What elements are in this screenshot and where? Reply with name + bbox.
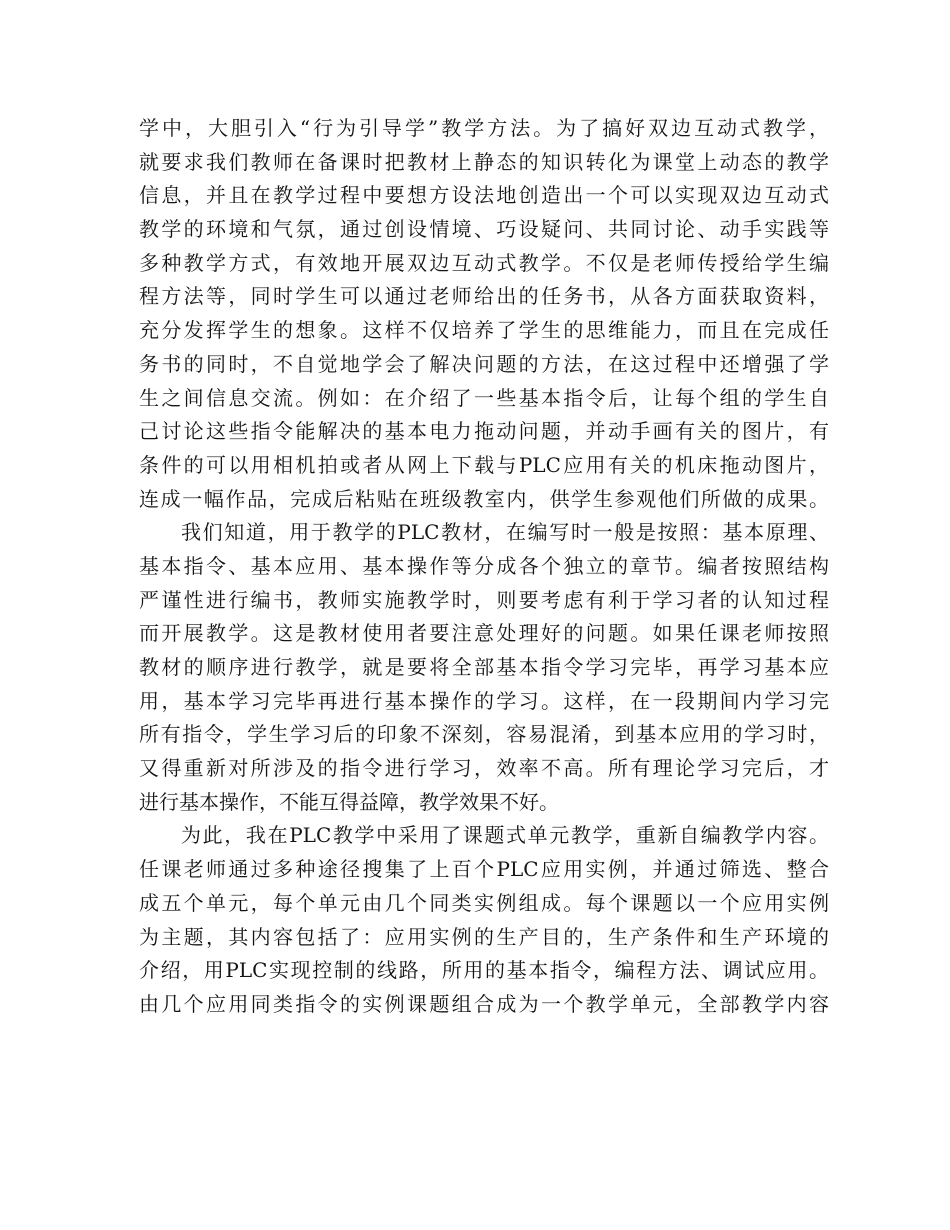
text-line: 条件的可以用相机拍或者从网上下载与PLC应用有关的机床拖动图片， (139, 452, 829, 477)
text-line: 程方法等，同时学生可以通过老师给出的任务书，从各方面获取资料， (139, 284, 829, 309)
text-line: 充分发挥学生的想象。这样不仅培养了学生的思维能力，而且在完成任 (139, 318, 829, 343)
text-line: 为主题，其内容包括了：应用实例的生产目的，生产条件和生产环境的 (139, 924, 829, 949)
paragraph (139, 819, 829, 1021)
text-line: 生之间信息交流。例如：在介绍了一些基本指令后，让每个组的学生自 (139, 385, 829, 410)
text-line: 己讨论这些指令能解决的基本电力拖动问题，并动手画有关的图片，有 (139, 419, 829, 444)
text-line: 为此，我在PLC教学中采用了课题式单元教学，重新自编教学内容。 (181, 823, 829, 848)
text-line: 成五个单元，每个单元由几个同类实例组成。每个课题以一个应用实例 (139, 890, 829, 915)
paragraph (139, 112, 829, 516)
text-line: 多种教学方式，有效地开展双边互动式教学。不仅是老师传授给学生编 (139, 250, 829, 275)
text-line: 学中，大胆引入“行为引导学”教学方法。为了搞好双边互动式教学， (139, 116, 829, 140)
text-line: 所有指令，学生学习后的印象不深刻，容易混淆，到基本应用的学习时， (139, 722, 829, 747)
text-line: 又得重新对所涉及的指令进行学习，效率不高。所有理论学习完后，才 (139, 756, 829, 781)
text-line: 进行基本操作，不能互得益障，教学效果不好。 (139, 789, 559, 814)
text-line: 用，基本学习完毕再进行基本操作的学习。这样，在一段期间内学习完 (139, 688, 829, 713)
text-line: 基本指令、基本应用、基本操作等分成各个独立的章节。编者按照结构 (139, 553, 829, 578)
document-body (139, 112, 829, 1022)
text-line: 务书的同时，不自觉地学会了解决问题的方法，在这过程中还增强了学 (139, 351, 829, 376)
text-line: 教学的环境和气氛，通过创设情境、巧设疑问、共同讨论、动手实践等 (139, 217, 829, 242)
text-line: 任课老师通过多种途径搜集了上百个PLC应用实例，并通过筛选、整合 (139, 857, 829, 882)
text-line: 就要求我们教师在备课时把教材上静态的知识转化为课堂上动态的教学 (139, 149, 829, 174)
text-line: 我们知道，用于教学的PLC教材，在编写时一般是按照：基本原理、 (181, 520, 829, 545)
text-line: 教材的顺序进行教学，就是要将全部基本指令学习完毕，再学习基本应 (139, 655, 829, 679)
text-line: 介绍，用PLC实现控制的线路，所用的基本指令，编程方法、调试应用。 (139, 958, 829, 983)
paragraph (139, 516, 829, 819)
text-line: 连成一幅作品，完成后粘贴在班级教室内，供学生参观他们所做的成果。 (139, 486, 829, 511)
text-line: 信息，并且在教学过程中要想方设法地创造出一个可以实现双边互动式 (139, 183, 829, 208)
text-line: 由几个应用同类指令的实例课题组合成为一个教学单元，全部教学内容 (139, 991, 829, 1016)
text-line: 而开展教学。这是教材使用者要注意处理好的问题。如果任课老师按照 (139, 621, 829, 646)
text-line: 严谨性进行编书，教师实施教学时，则要考虑有利于学习者的认知过程 (139, 587, 829, 612)
